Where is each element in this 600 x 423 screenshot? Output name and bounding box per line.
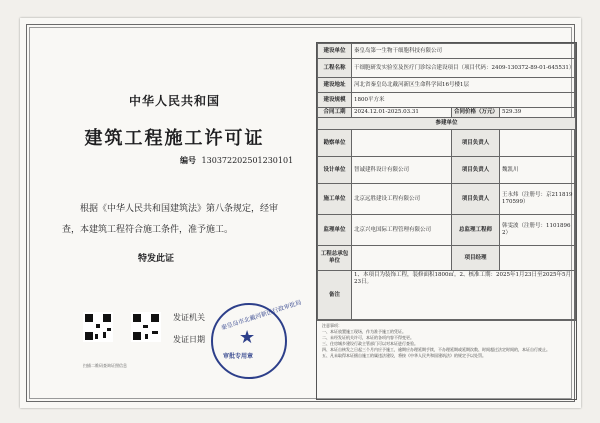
field-value: 干细胞研发实验室及医疗门诊综合建设项目（项目代码：2409-130372-89-01-645531） xyxy=(352,59,576,78)
table-row xyxy=(318,271,576,320)
certificate-number xyxy=(180,155,293,166)
notice-section xyxy=(317,320,576,398)
certificate-title: 建筑工程施工许可证 xyxy=(84,128,265,149)
head-name xyxy=(500,130,576,157)
head-name: 魏凯川 xyxy=(500,157,576,184)
head-name xyxy=(500,246,576,271)
role-label: 勘察单位 xyxy=(318,130,352,157)
number-label: 编号 xyxy=(180,155,196,165)
issued-statement: 特发此证 xyxy=(138,254,175,264)
role-label: 监理单位 xyxy=(318,215,352,246)
section-heading: 参建单位 xyxy=(318,118,576,130)
issuing-authority-label: 发证机关 xyxy=(173,313,205,322)
field-value: 1800平方米 xyxy=(352,93,576,108)
permit-document xyxy=(20,18,581,408)
notice-line: 三、住房城乡建设行政主管部门可以对本证进行查验。 xyxy=(322,341,418,346)
table-row xyxy=(318,78,576,93)
qr-code-icon xyxy=(83,312,113,342)
qr-code-icon xyxy=(131,312,161,342)
table-row xyxy=(318,130,576,157)
field-value: 2024.12.01-2025.03.31 xyxy=(352,108,452,118)
qr-hint: 扫描二维码查询证照信息 xyxy=(83,363,127,368)
unit-name xyxy=(352,246,452,271)
notice-line: 注意事项： xyxy=(322,323,342,328)
head-name: 韩雯波（注册号：11018962） xyxy=(500,215,576,246)
permit-front-panel xyxy=(52,44,303,404)
issue-date-label: 发证日期 xyxy=(173,335,205,344)
head-label: 项目负责人 xyxy=(452,184,500,215)
field-value: 529.39 xyxy=(500,108,576,118)
seal-subtext: 审批专用章 xyxy=(223,353,254,360)
field-label: 建设地址 xyxy=(318,78,352,93)
official-seal xyxy=(211,299,303,379)
table-row xyxy=(318,108,576,118)
country-heading: 中华人民共和国 xyxy=(128,94,220,108)
notice-line: 一、本证放置施工现场，作为准予施工的凭证。 xyxy=(322,329,406,334)
field-value: 秦皇岛第一生物干细胞科技有限公司 xyxy=(352,44,576,59)
field-label: 合同价格（万元） xyxy=(452,108,500,118)
table-row xyxy=(318,157,576,184)
notice-line: 四、本证自核发之日起三个月内应予施工，逾期应办理延期手续，不办理延期或延期次数、时间超过法定时间的，本证自行废止。 xyxy=(322,347,550,352)
head-label: 项目负责人 xyxy=(452,157,500,184)
field-label: 建设单位 xyxy=(318,44,352,59)
number-value: 130372202501230101 xyxy=(201,156,294,165)
chief-label: 总监理工程师 xyxy=(452,215,500,246)
table-row xyxy=(318,184,576,215)
role-label: 工程总承包单位 xyxy=(318,246,352,271)
unit-name: 北京兴电国际工程管理有限公司 xyxy=(352,215,452,246)
head-label: 项目经理 xyxy=(452,246,500,271)
permit-info-table xyxy=(317,43,576,320)
table-row xyxy=(318,118,576,130)
field-label: 合同工期 xyxy=(318,108,352,118)
role-label: 施工单位 xyxy=(318,184,352,215)
permit-detail-panel xyxy=(316,42,577,400)
star-icon: ★ xyxy=(239,327,256,348)
table-row xyxy=(318,246,576,271)
role-label: 设计单位 xyxy=(318,157,352,184)
table-row xyxy=(318,93,576,108)
legal-statement: 根据《中华人民共和国建筑法》第八条规定，经审查，本建筑工程符合施工条件，准予施工。 xyxy=(62,204,279,235)
field-label: 建设规模 xyxy=(318,93,352,108)
unit-name: 北京远胜建设工程有限公司 xyxy=(352,184,452,215)
notice-line: 五、凡未取得本证擅自施工的属违法建设，将按《中华人民共和国建筑法》的规定予以处罚。 xyxy=(322,353,486,358)
field-label: 备注 xyxy=(318,271,352,320)
notice-line: 二、未经发证机关许可，本证的各项内容不得变更。 xyxy=(322,335,414,340)
unit-name: 智诚建科设计有限公司 xyxy=(352,157,452,184)
table-row xyxy=(318,44,576,59)
head-label: 项目负责人 xyxy=(452,130,500,157)
field-value: 河北省秦皇岛北戴河新区生命科学园16号楼1层 xyxy=(352,78,576,93)
field-label: 工程名称 xyxy=(318,59,352,78)
unit-name xyxy=(352,130,452,157)
seal-text: 秦皇岛市北戴河新区行政审批局 xyxy=(220,299,303,332)
head-name: 王永炜（注册号：京211819170599） xyxy=(500,184,576,215)
remark-text: 1、本项目为装饰工程，装修面积1800㎡。2、核准工期：2025年1月23日至2025年5月23日。 xyxy=(352,271,576,320)
table-row xyxy=(318,59,576,78)
table-row xyxy=(318,215,576,246)
